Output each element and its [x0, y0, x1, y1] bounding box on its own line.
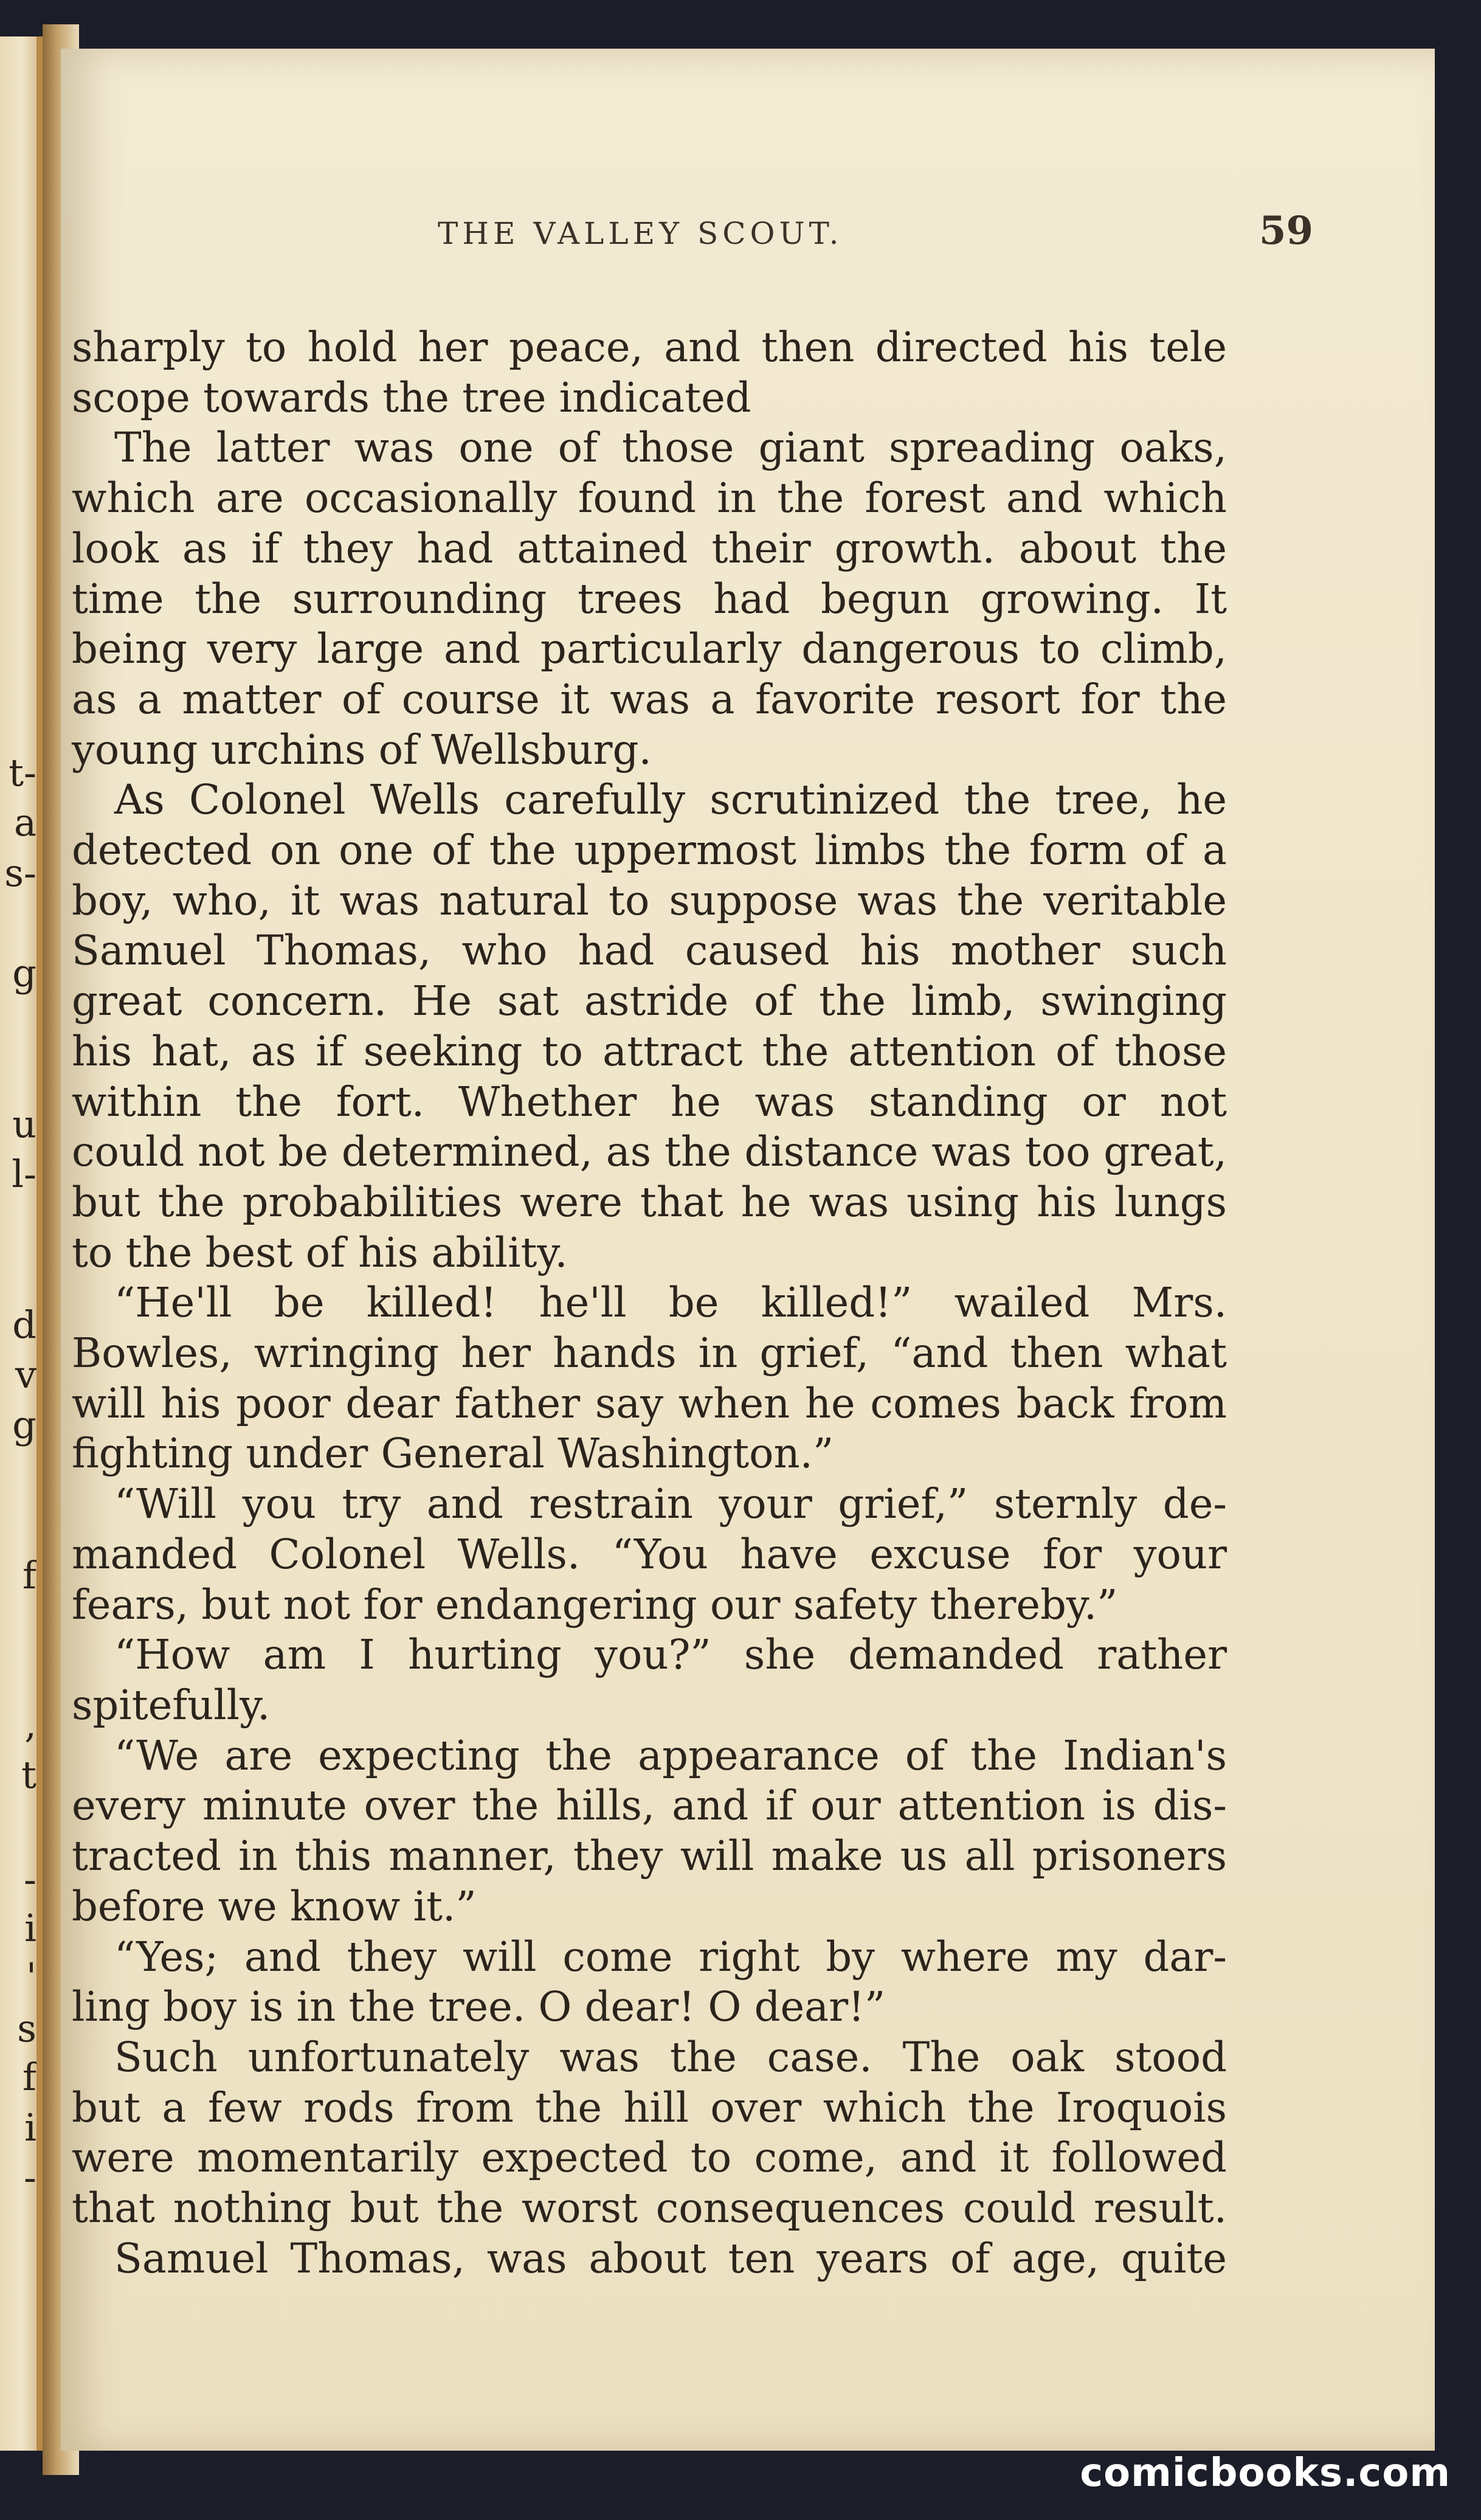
text-line: As Colonel Wells carefully scrutinized the tree, he: [114, 776, 1227, 824]
left-fragment: f: [22, 1553, 36, 1598]
text-line: Samuel Thomas, who had caused his mother such: [72, 927, 1227, 975]
text-line: The latter was one of those giant spreading oaks,: [114, 424, 1227, 472]
text-line: his hat, as if seeking to attract the attention of those: [72, 1027, 1227, 1075]
text-line: that nothing but the worst consequences could result.: [72, 2184, 1227, 2232]
left-fragment: v: [15, 1352, 36, 1397]
left-fragment: -: [24, 1857, 36, 1902]
left-fragment: t: [21, 1753, 36, 1797]
text-line: manded Colonel Wells. “You have excuse for your: [72, 1530, 1227, 1578]
text-line: sharply to hold her peace, and then directed his tele: [72, 324, 1227, 371]
left-fragment: d: [12, 1303, 36, 1347]
left-fragment: g: [12, 1403, 36, 1447]
text-line: “He'll be killed! he'll be killed!” wailed Mrs.: [114, 1279, 1227, 1327]
left-page-edge: [0, 36, 43, 2451]
text-line: “Will you try and restrain your grief,” sternly de-: [114, 1480, 1227, 1528]
text-line: but a few rods from the hill over which the Iroquois: [72, 2083, 1227, 2131]
left-fragment: -: [24, 2155, 36, 2200]
text-line: great concern. He sat astride of the limb, swinging: [72, 977, 1227, 1025]
text-line: before we know it.”: [72, 1882, 477, 1930]
text-line: Samuel Thomas, was about ten years of age, quite: [114, 2234, 1227, 2282]
left-fragment: ': [26, 1954, 36, 1999]
text-line: which are occasionally found in the forest and which: [72, 474, 1227, 522]
text-line: could not be determined, as the distance was too great,: [72, 1128, 1227, 1176]
left-fragment: ,: [24, 1702, 36, 1746]
running-head: THE VALLEY SCOUT.: [438, 216, 843, 251]
text-line: were momentarily expected to come, and it followed: [72, 2134, 1227, 2182]
left-fragment: l-: [12, 1152, 36, 1196]
text-line: spitefully.: [72, 1681, 271, 1729]
left-fragment: g: [12, 951, 36, 995]
left-fragment: t-: [9, 750, 36, 795]
left-fragment: f: [22, 2055, 36, 2099]
text-line: “We are expecting the appearance of the Indian's: [114, 1731, 1227, 1779]
page-body-text: [72, 322, 1227, 2283]
text-line: Bowles, wringing her hands in grief, “and then what: [72, 1329, 1227, 1377]
text-line: detected on one of the uppermost limbs the form of a: [72, 826, 1227, 874]
text-line: will his poor dear father say when he comes back from: [72, 1379, 1227, 1427]
text-line: being very large and particularly dangerous to climb,: [72, 625, 1227, 673]
left-fragment: s-: [4, 851, 36, 895]
text-line: ling boy is in the tree. O dear! O dear!”: [72, 1983, 886, 2031]
text-line: tracted in this manner, they will make us all prisoners: [72, 1832, 1227, 1880]
book-page: [61, 49, 1435, 2451]
left-fragment: u: [12, 1102, 36, 1146]
left-fragment: i: [24, 2105, 36, 2150]
text-line: scope towards the tree indicated: [72, 373, 751, 421]
left-fragment: i: [24, 1906, 36, 1950]
site-watermark: comicbooks.com: [1080, 2451, 1451, 2496]
text-line: to the best of his ability.: [72, 1228, 568, 1276]
text-line: look as if they had attained their growth. about the: [72, 524, 1227, 572]
left-fragment: a: [14, 800, 36, 845]
text-line: “How am I hurting you?” she demanded rather: [114, 1631, 1227, 1679]
text-line: “Yes; and they will come right by where my dar-: [114, 1933, 1227, 1981]
text-line: Such unfortunately was the case. The oak stood: [114, 2033, 1227, 2081]
text-line: fears, but not for endangering our safety thereby.”: [72, 1580, 1118, 1629]
text-line: as a matter of course it was a favorite resort for the: [72, 675, 1227, 723]
text-line: boy, who, it was natural to suppose was the veritable: [72, 876, 1227, 924]
text-line: fighting under General Washington.”: [72, 1430, 834, 1478]
text-line: young urchins of Wellsburg.: [72, 725, 652, 774]
text-line: every minute over the hills, and if our attention is dis-: [72, 1782, 1227, 1830]
text-line: time the surrounding trees had begun growing. It: [72, 575, 1227, 623]
left-fragment: s: [17, 2006, 36, 2051]
text-line: within the fort. Whether he was standing or not: [72, 1078, 1227, 1126]
text-line: but the probabilities were that he was using his lungs: [72, 1178, 1227, 1226]
page-number: 59: [1258, 208, 1313, 254]
